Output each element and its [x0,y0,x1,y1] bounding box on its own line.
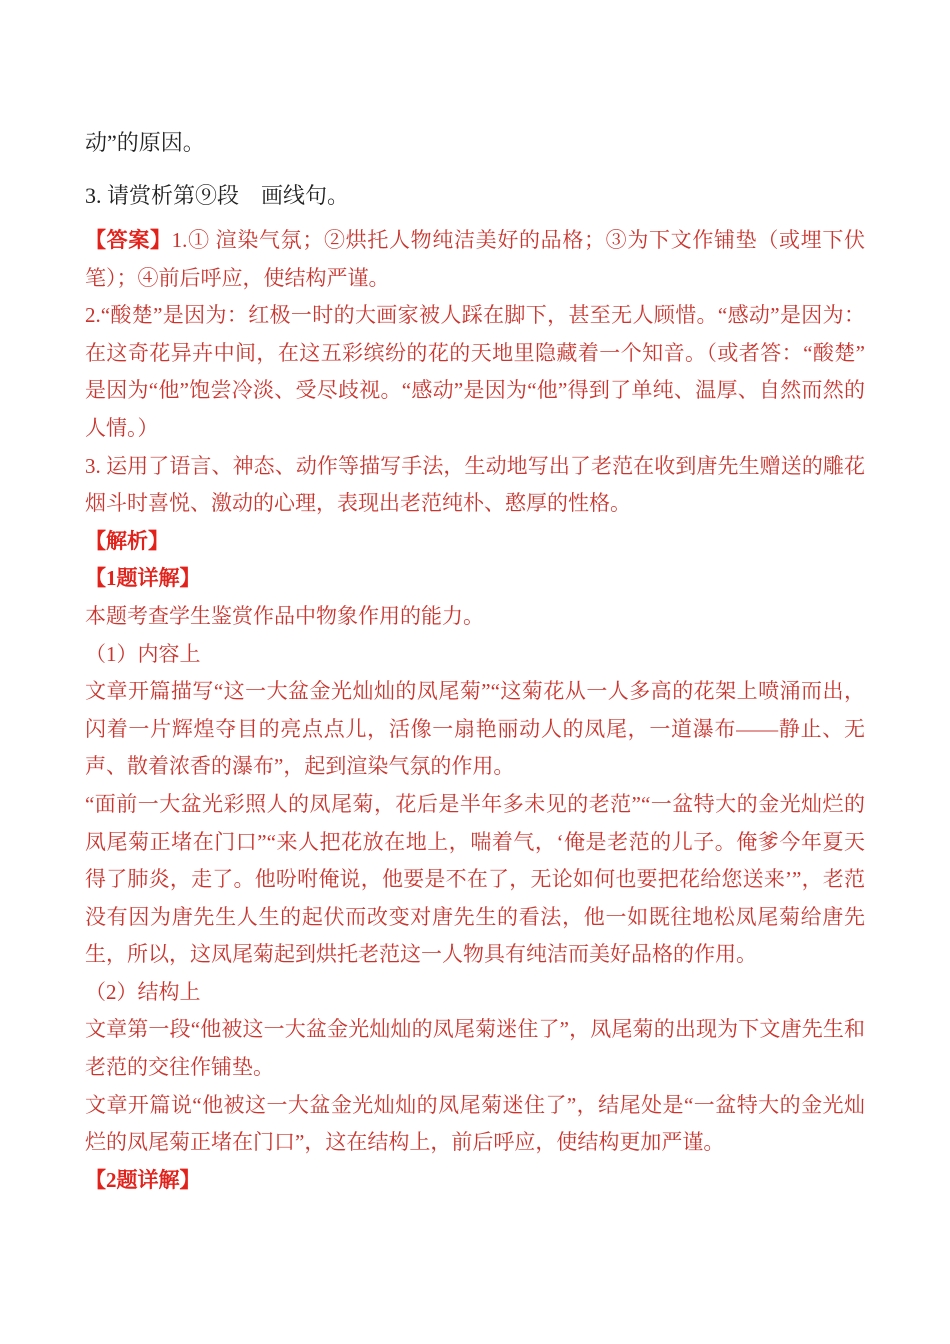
analysis-label: 【解析】 [85,528,169,553]
question-3: 3. 请赏析第⑨段 画线句。 [85,183,350,208]
content-analysis-paragraph-2: “面前一大盆光彩照人的凤尾菊，花后是半年多未见的老范”“一盆特大的金光灿烂的凤尾菊正堵在门口”“来人把花放在地上，喘着气，‘俺是老范的儿子。俺爹今年夏天得了肺炎，走了。他吩咐俺说，他要是不在了，无论如何也要把花给您送来’”，老范没有因为唐先生人生的起伏而改变对唐先生的看法，他一如既往地松凤尾菊给唐先生，所以，这凤尾菊起到烘托老范这一人物具有纯洁而美好品格的作用。 [85,791,865,967]
content-analysis-paragraph-1: 文章开篇描写“这一大盆金光灿灿的凤尾菊”“这菊花从一人多高的花架上喷涌而出，闪着一片辉煌夺目的亮点点儿，活像一扇艳丽动人的凤尾，一道瀑布——静止、无声、散着浓香的瀑布”，起到渲染气氛的作用。 [85,679,865,779]
structure-analysis-paragraph-1: 文章第一段“他被这一大盆金光灿灿的凤尾菊迷住了”，凤尾菊的出现为下文唐先生和老范的交往作铺垫。 [85,1017,865,1080]
answer-paragraph-1 [85,222,865,297]
answer-paragraph-3: 3. 运用了语言、神态、动作等描写手法，生动地写出了老范在收到唐先生赠送的雕花烟斗时喜悦、激动的心理，表现出老范纯朴、憨厚的性格。 [85,453,865,516]
answer-label: 【答案】 [85,228,172,252]
structure-aspect-heading: （2）结构上 [85,979,201,1004]
question-stem-continuation: 动”的原因。 [85,130,205,155]
q1-ability-statement: 本题考查学生鉴赏作品中物象作用的能力。 [85,603,484,628]
q1-detail-label: 【1题详解】 [85,566,201,591]
q2-detail-label: 【2题详解】 [85,1167,201,1192]
answer-paragraph-2: 2.“酸楚”是因为：红极一时的大画家被人踩在脚下，甚至无人顾惜。“感动”是因为：在这奇花异卉中间，在这五彩缤纷的花的天地里隐藏着一个知音。（或者答：“酸楚”是因为“他”饱尝冷淡、受尽歧视。“感动”是因为“他”得到了单纯、温厚、自然而然的人情。） [85,303,865,440]
structure-analysis-paragraph-2: 文章开篇说“他被这一大盆金光灿灿的凤尾菊迷住了”，结尾处是“一盆特大的金光灿烂的凤尾菊正堵在门口”，这在结构上，前后呼应，使结构更加严谨。 [85,1092,865,1155]
answer-1-text: 1.① 渲染气氛；②烘托人物纯洁美好的品格；③为下文作铺垫（或埋下伏笔）；④前后呼应，使结构严谨。 [85,228,866,290]
content-aspect-heading: （1）内容上 [85,641,201,666]
document-content [85,116,865,1199]
